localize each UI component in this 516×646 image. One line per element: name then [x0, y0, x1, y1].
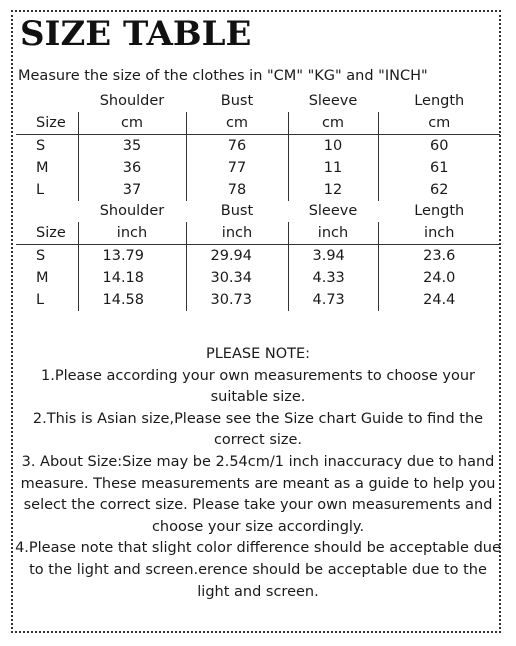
table-cell: 3.94	[288, 245, 378, 268]
unit-cell: cm	[378, 112, 500, 135]
notes-heading: PLEASE NOTE:	[205, 346, 311, 362]
size-cell: L	[36, 292, 45, 308]
table-row	[16, 289, 500, 311]
note-item: 1.Please according your own measurements to choose your suitable size.	[41, 367, 475, 406]
size-table-cm	[16, 90, 500, 201]
size-cell: S	[36, 138, 46, 154]
unit-cell: inch	[78, 222, 186, 245]
header-cell	[16, 200, 78, 222]
note-item: 4.Please note that slight color difference should be acceptable due to the light and screen.erence should be acceptable due to the light and screen.	[15, 540, 501, 600]
table-cell: 60	[378, 135, 500, 158]
table-row	[16, 179, 500, 201]
table-cell: 23.6	[378, 245, 500, 268]
table-cell: 62	[378, 179, 500, 201]
table-cell: 29.94	[186, 245, 288, 268]
size-table-inch	[16, 200, 500, 311]
table-cell: 37	[78, 179, 186, 201]
table-cell: 35	[78, 135, 186, 158]
table-cell: 24.0	[378, 267, 500, 289]
page-subtitle: Measure the size of the clothes in "CM" "KG" and "INCH"	[18, 68, 428, 84]
table-cell: 24.4	[378, 289, 500, 311]
header-cell: Bust	[220, 93, 254, 109]
header-cell: Bust	[220, 203, 254, 219]
header-cell: Sleeve	[308, 93, 358, 109]
table-cell: 61	[378, 157, 500, 179]
header-cell: Length	[414, 93, 465, 109]
unit-cell: Size	[16, 112, 78, 135]
header-cell: Length	[414, 203, 465, 219]
table-unit-row	[16, 222, 500, 245]
page-title: SIZE TABLE	[20, 14, 252, 54]
table-cell: 4.73	[288, 289, 378, 311]
header-cell	[16, 90, 78, 112]
notes-section	[14, 344, 502, 603]
table-cell: 13.79	[78, 245, 186, 268]
header-cell: Sleeve	[308, 203, 358, 219]
table-cell: 78	[186, 179, 288, 201]
note-item: 2.This is Asian size,Please see the Size chart Guide to find the correct size.	[32, 410, 484, 449]
table-row	[16, 245, 500, 268]
header-cell: Shoulder	[99, 203, 165, 219]
table-row	[16, 267, 500, 289]
size-cell: S	[36, 248, 46, 264]
note-item: 3. About Size:Size may be 2.54cm/1 inch inaccuracy due to hand measure. These measurements are meant as a guide to help you select the correct size. Please take your own measurements and choose your size accordingly.	[20, 453, 496, 535]
table-header-row	[16, 90, 500, 112]
table-cell: 14.18	[78, 267, 186, 289]
table-cell: 4.33	[288, 267, 378, 289]
size-cell: M	[36, 160, 49, 176]
size-cell: M	[36, 270, 49, 286]
size-cell: L	[36, 182, 45, 198]
unit-cell: cm	[288, 112, 378, 135]
table-row	[16, 157, 500, 179]
table-row	[16, 135, 500, 158]
table-cell: 12	[288, 179, 378, 201]
table-header-row	[16, 200, 500, 222]
header-cell: Shoulder	[99, 93, 165, 109]
table-cell: 11	[288, 157, 378, 179]
table-cell: 76	[186, 135, 288, 158]
unit-cell: inch	[378, 222, 500, 245]
table-cell: 30.34	[186, 267, 288, 289]
table-cell: 30.73	[186, 289, 288, 311]
unit-cell: inch	[288, 222, 378, 245]
table-cell: 14.58	[78, 289, 186, 311]
unit-cell: cm	[78, 112, 186, 135]
table-unit-row	[16, 112, 500, 135]
table-cell: 10	[288, 135, 378, 158]
unit-cell: inch	[186, 222, 288, 245]
unit-cell: Size	[16, 222, 78, 245]
unit-cell: cm	[186, 112, 288, 135]
table-cell: 77	[186, 157, 288, 179]
table-cell: 36	[78, 157, 186, 179]
